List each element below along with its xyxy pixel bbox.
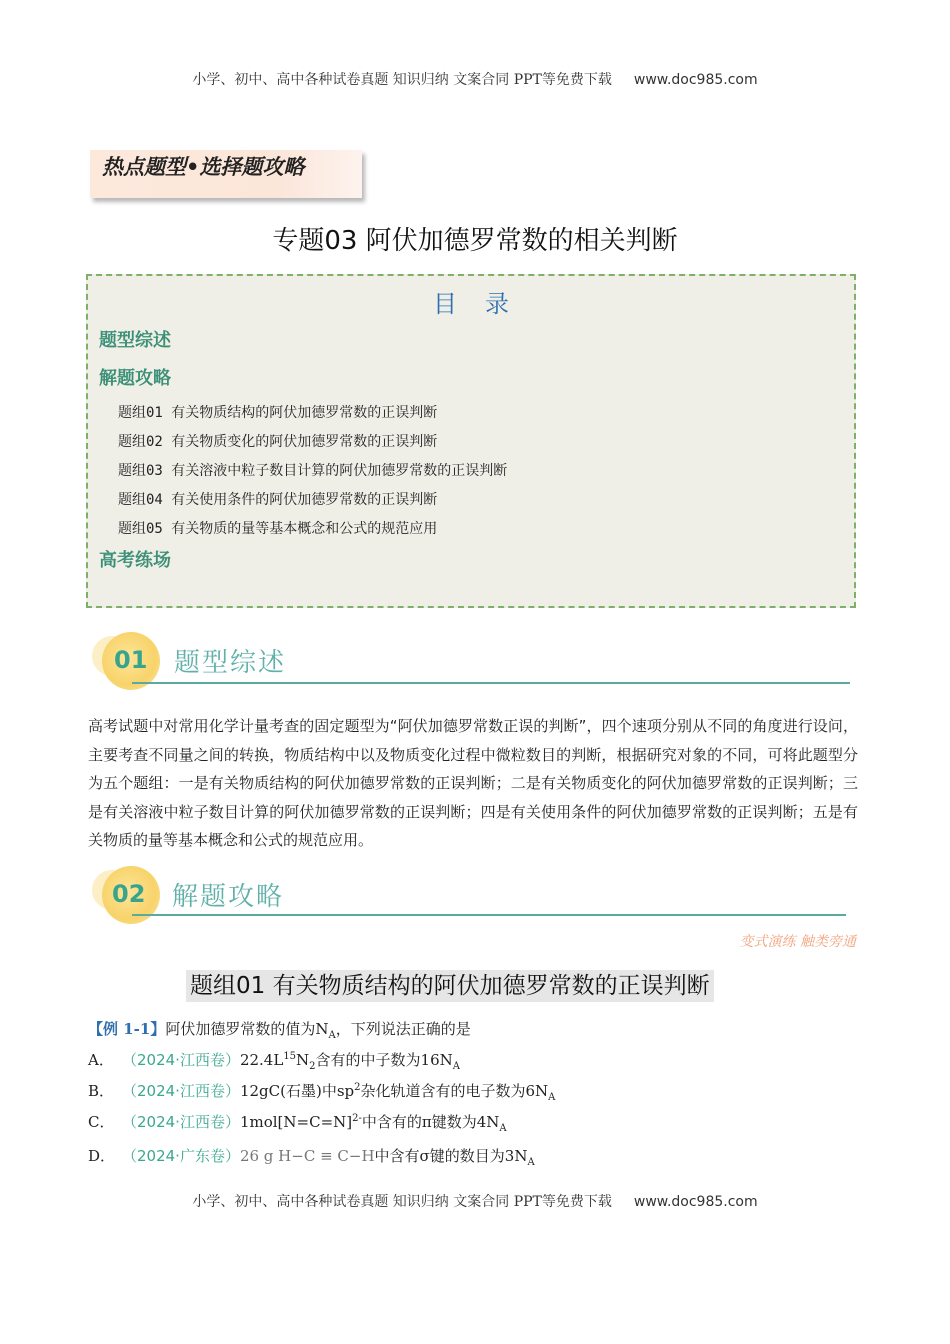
footer-text: 小学、初中、高中各种试卷真题 知识归纳 文案合同 PPT等免费下载: [192, 1194, 612, 1210]
option-source: （2024·广东卷）: [122, 1147, 240, 1165]
section-banner-strategy: [92, 862, 852, 932]
footer-site[interactable]: www.doc985.com: [633, 1194, 758, 1210]
option-sub: A: [527, 1157, 535, 1168]
stem-end: ，下列说法正确的是: [335, 1020, 471, 1038]
stem-text: 阿伏加德罗常数的值为N: [165, 1020, 329, 1038]
section-number: 02: [112, 880, 146, 908]
option-text: 含有的中子数为16N: [315, 1051, 453, 1069]
stem-sub: A: [328, 1030, 336, 1041]
toc-section-overview[interactable]: 题型综述: [99, 330, 171, 351]
example-tag: 【例 1-1】: [88, 1020, 166, 1038]
option-sup: 2: [354, 1082, 361, 1093]
group-title: 题组01 有关物质结构的阿伏加德罗常数的正误判断: [186, 970, 714, 1002]
example-stem: [88, 1018, 471, 1041]
option-d[interactable]: [88, 1145, 535, 1168]
option-source: （2024·江西卷）: [122, 1082, 240, 1100]
option-letter: A．: [88, 1051, 114, 1069]
toc-section-strategy[interactable]: 解题攻略: [99, 368, 171, 389]
toc-item-group05[interactable]: 题组05 有关物质的量等基本概念和公式的规范应用: [118, 521, 438, 537]
option-letter: D．: [88, 1147, 116, 1165]
option-sub: 2: [309, 1061, 316, 1072]
option-a[interactable]: [88, 1049, 460, 1072]
option-text: 中含有的π键数为4N: [361, 1113, 500, 1131]
section-title: 解题攻略: [172, 882, 285, 912]
option-text: N: [296, 1051, 310, 1069]
option-sub: A: [499, 1123, 507, 1134]
toc-item-group03[interactable]: 题组03 有关溶液中粒子数目计算的阿伏加德罗常数的正误判断: [118, 463, 508, 479]
option-text: 12gC(石墨)中sp: [239, 1082, 355, 1100]
section-divider: [132, 682, 850, 684]
option-letter: C．: [88, 1113, 115, 1131]
toc-section-practice[interactable]: 高考练场: [99, 550, 171, 571]
option-source: （2024·江西卷）: [122, 1113, 240, 1131]
toc-item-group02[interactable]: 题组02 有关物质变化的阿伏加德罗常数的正误判断: [118, 434, 438, 450]
option-source: （2024·江西卷）: [122, 1051, 240, 1069]
option-sup: 15: [283, 1051, 297, 1062]
section-number: 01: [114, 646, 148, 674]
section-divider: [132, 914, 846, 916]
header-site[interactable]: www.doc985.com: [633, 72, 758, 88]
page-footer: [0, 1191, 950, 1211]
toc-title: 目录: [433, 290, 537, 318]
header-text: 小学、初中、高中各种试卷真题 知识归纳 文案合同 PPT等免费下载: [192, 72, 612, 88]
option-sup: 2-: [352, 1113, 362, 1124]
page-title: 专题03 阿伏加德罗常数的相关判断: [272, 226, 678, 256]
ribbon-label: 热点题型•选择题攻略: [102, 155, 305, 179]
toc-item-group01[interactable]: 题组01 有关物质结构的阿伏加德罗常数的正误判断: [118, 405, 438, 421]
option-text: 22.4L: [239, 1051, 284, 1069]
table-of-contents: [86, 274, 856, 608]
option-text: 中含有σ键的数目为3N: [374, 1147, 528, 1165]
option-letter: B．: [88, 1082, 115, 1100]
option-text: 1mol[N=C=N]: [239, 1113, 353, 1131]
section-title: 题型综述: [174, 648, 287, 678]
option-b[interactable]: [88, 1080, 555, 1103]
option-formula: 26 g H−C ≡ C−H: [239, 1147, 375, 1165]
section-banner-overview: [92, 628, 852, 698]
toc-item-group04[interactable]: 题组04 有关使用条件的阿伏加德罗常数的正误判断: [118, 492, 438, 508]
page-header: [0, 69, 950, 89]
option-text: 杂化轨道含有的电子数为6N: [360, 1082, 549, 1100]
overview-paragraph: 高考试题中对常用化学计量考查的固定题型为“阿伏加德罗常数正误的判断”，四个速项分别从不同的角度进行设问，主要考查不同量之间的转换，物质结构中以及物质变化过程中微粒数目的判断，根据研究对象的不同，可将此题型分为五个题组：一是有关物质结构的阿伏加德罗常数的正误判断；二是有关物质变化的阿伏加德罗常数的正误判断；三是有关溶液中粒子数目计算的阿伏加德罗常数的正误判断；四是有关使用条件的阿伏加德罗常数的正误判断；五是有关物质的量等基本概念和公式的规范应用。: [88, 717, 858, 849]
option-sub: A: [548, 1092, 556, 1103]
option-c[interactable]: [88, 1111, 507, 1134]
topic-ribbon: [90, 150, 362, 198]
option-sub: A: [452, 1061, 460, 1072]
tagline: 变式演练 触类旁通: [739, 934, 856, 950]
